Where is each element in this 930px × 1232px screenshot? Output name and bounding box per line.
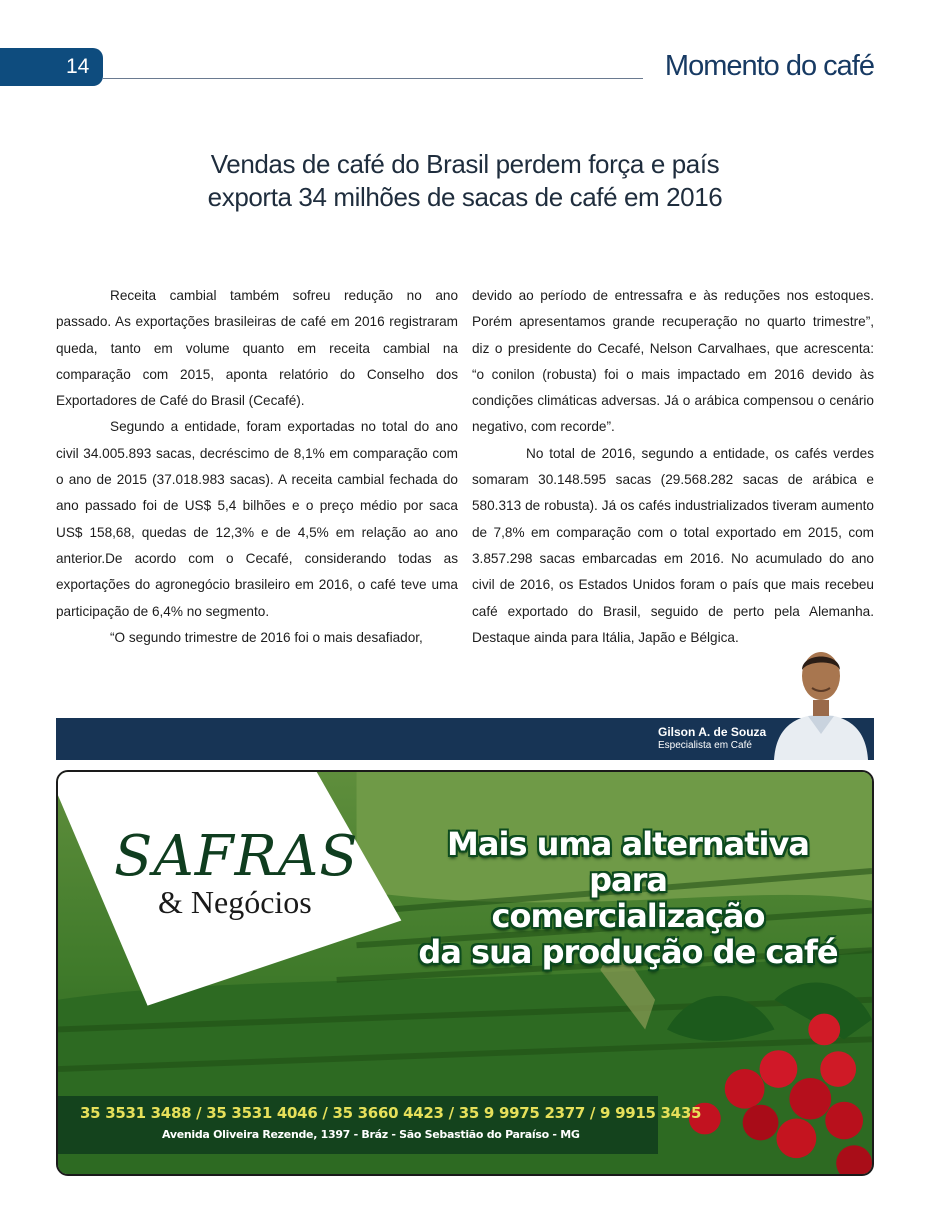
page-number: 14 [66,55,90,78]
article-column-left [56,283,458,651]
paragraph: Receita cambial também sofreu redução no ano passado. As exportações brasileiras de café em 2016 registraram queda, tanto em volume quanto em receita cambial na comparação com 2015, aponta relatório do Conselho dos Exportadores de Café do Brasil (Cecafé). [56,288,458,409]
paragraph: “O segundo trimestre de 2016 foi o mais desafiador, [110,629,423,645]
brand-logo-main: SAFRAS [114,824,359,889]
paragraph: Segundo a entidade, foram exportadas no total do ano civil 34.005.893 sacas, decréscimo de 8,1% em comparação com o ano de 2015 (37.018.983 sacas). A receita cambial fechada do ano passado foi de US$ 5,4 bilhões e o preço médio por saca US$ 158,68, quedas de 12,3% e de 4,5% em relação ao ano anterior.De acordo com o Cecafé, considerando todas as exportações do agronegócio brasileiro em 2016, o café teve uma participação de 6,4% no segmento. [56,419,458,619]
ad-phone-numbers: 35 3531 3488 / 35 3531 4046 / 35 3660 4423 / 35 9 9975 2377 / 9 9915 3435 [80,1104,702,1122]
headline-line-1: Vendas de café do Brasil perdem força e país [210,149,720,179]
ad-headline-line-2: comercialização [491,897,765,935]
section-title: Momento do café [664,50,874,82]
paragraph: devido ao período de entressafra e às reduções nos estoques. Porém apresentamos grande recuperação no quarto trimestre”, diz o presidente do Cecafé, Nelson Carvalhaes, que acrescenta: “o conilon (robusta) foi o mais impactado em 2016 devido às condições climáticas adversas. Já o arábica compensou o cenário negativo, com recorde”. [472,288,874,435]
advertisement[interactable] [56,770,874,1176]
author-name: Gilson A. de Souza [658,725,767,739]
ad-headline-line-3: da sua produção de café [418,933,838,971]
author-role: Especialista em Café [658,740,752,751]
ad-headline [418,826,838,970]
author-photo [768,644,874,760]
article-headline [120,148,810,214]
page-number-tab [0,48,103,86]
paragraph: No total de 2016, segundo a entidade, os cafés verdes somaram 30.148.595 sacas (29.568.282 sacas de arábica e 580.313 de robusta). Já os cafés industrializados tiveram aumento de 7,8% em comparação com o total exportado em 2015, com 3.857.298 sacas embarcadas em 2016. No acumulado do ano civil de 2016, os Estados Unidos foram o país que mais recebeu café exportado do Brasil, seguido de perto pela Alemanha. Destaque ainda para Itália, Japão e Bélgica. [472,445,874,645]
header-rule [103,78,643,79]
ad-address: Avenida Oliveira Rezende, 1397 - Bráz - São Sebastião do Paraíso - MG [162,1128,580,1141]
headline-line-2: exporta 34 milhões de sacas de café em 2016 [207,182,723,212]
ad-headline-line-1: Mais uma alternativa para [447,825,809,899]
article-column-right [472,283,874,651]
brand-logo-sub: & Negócios [158,884,312,920]
